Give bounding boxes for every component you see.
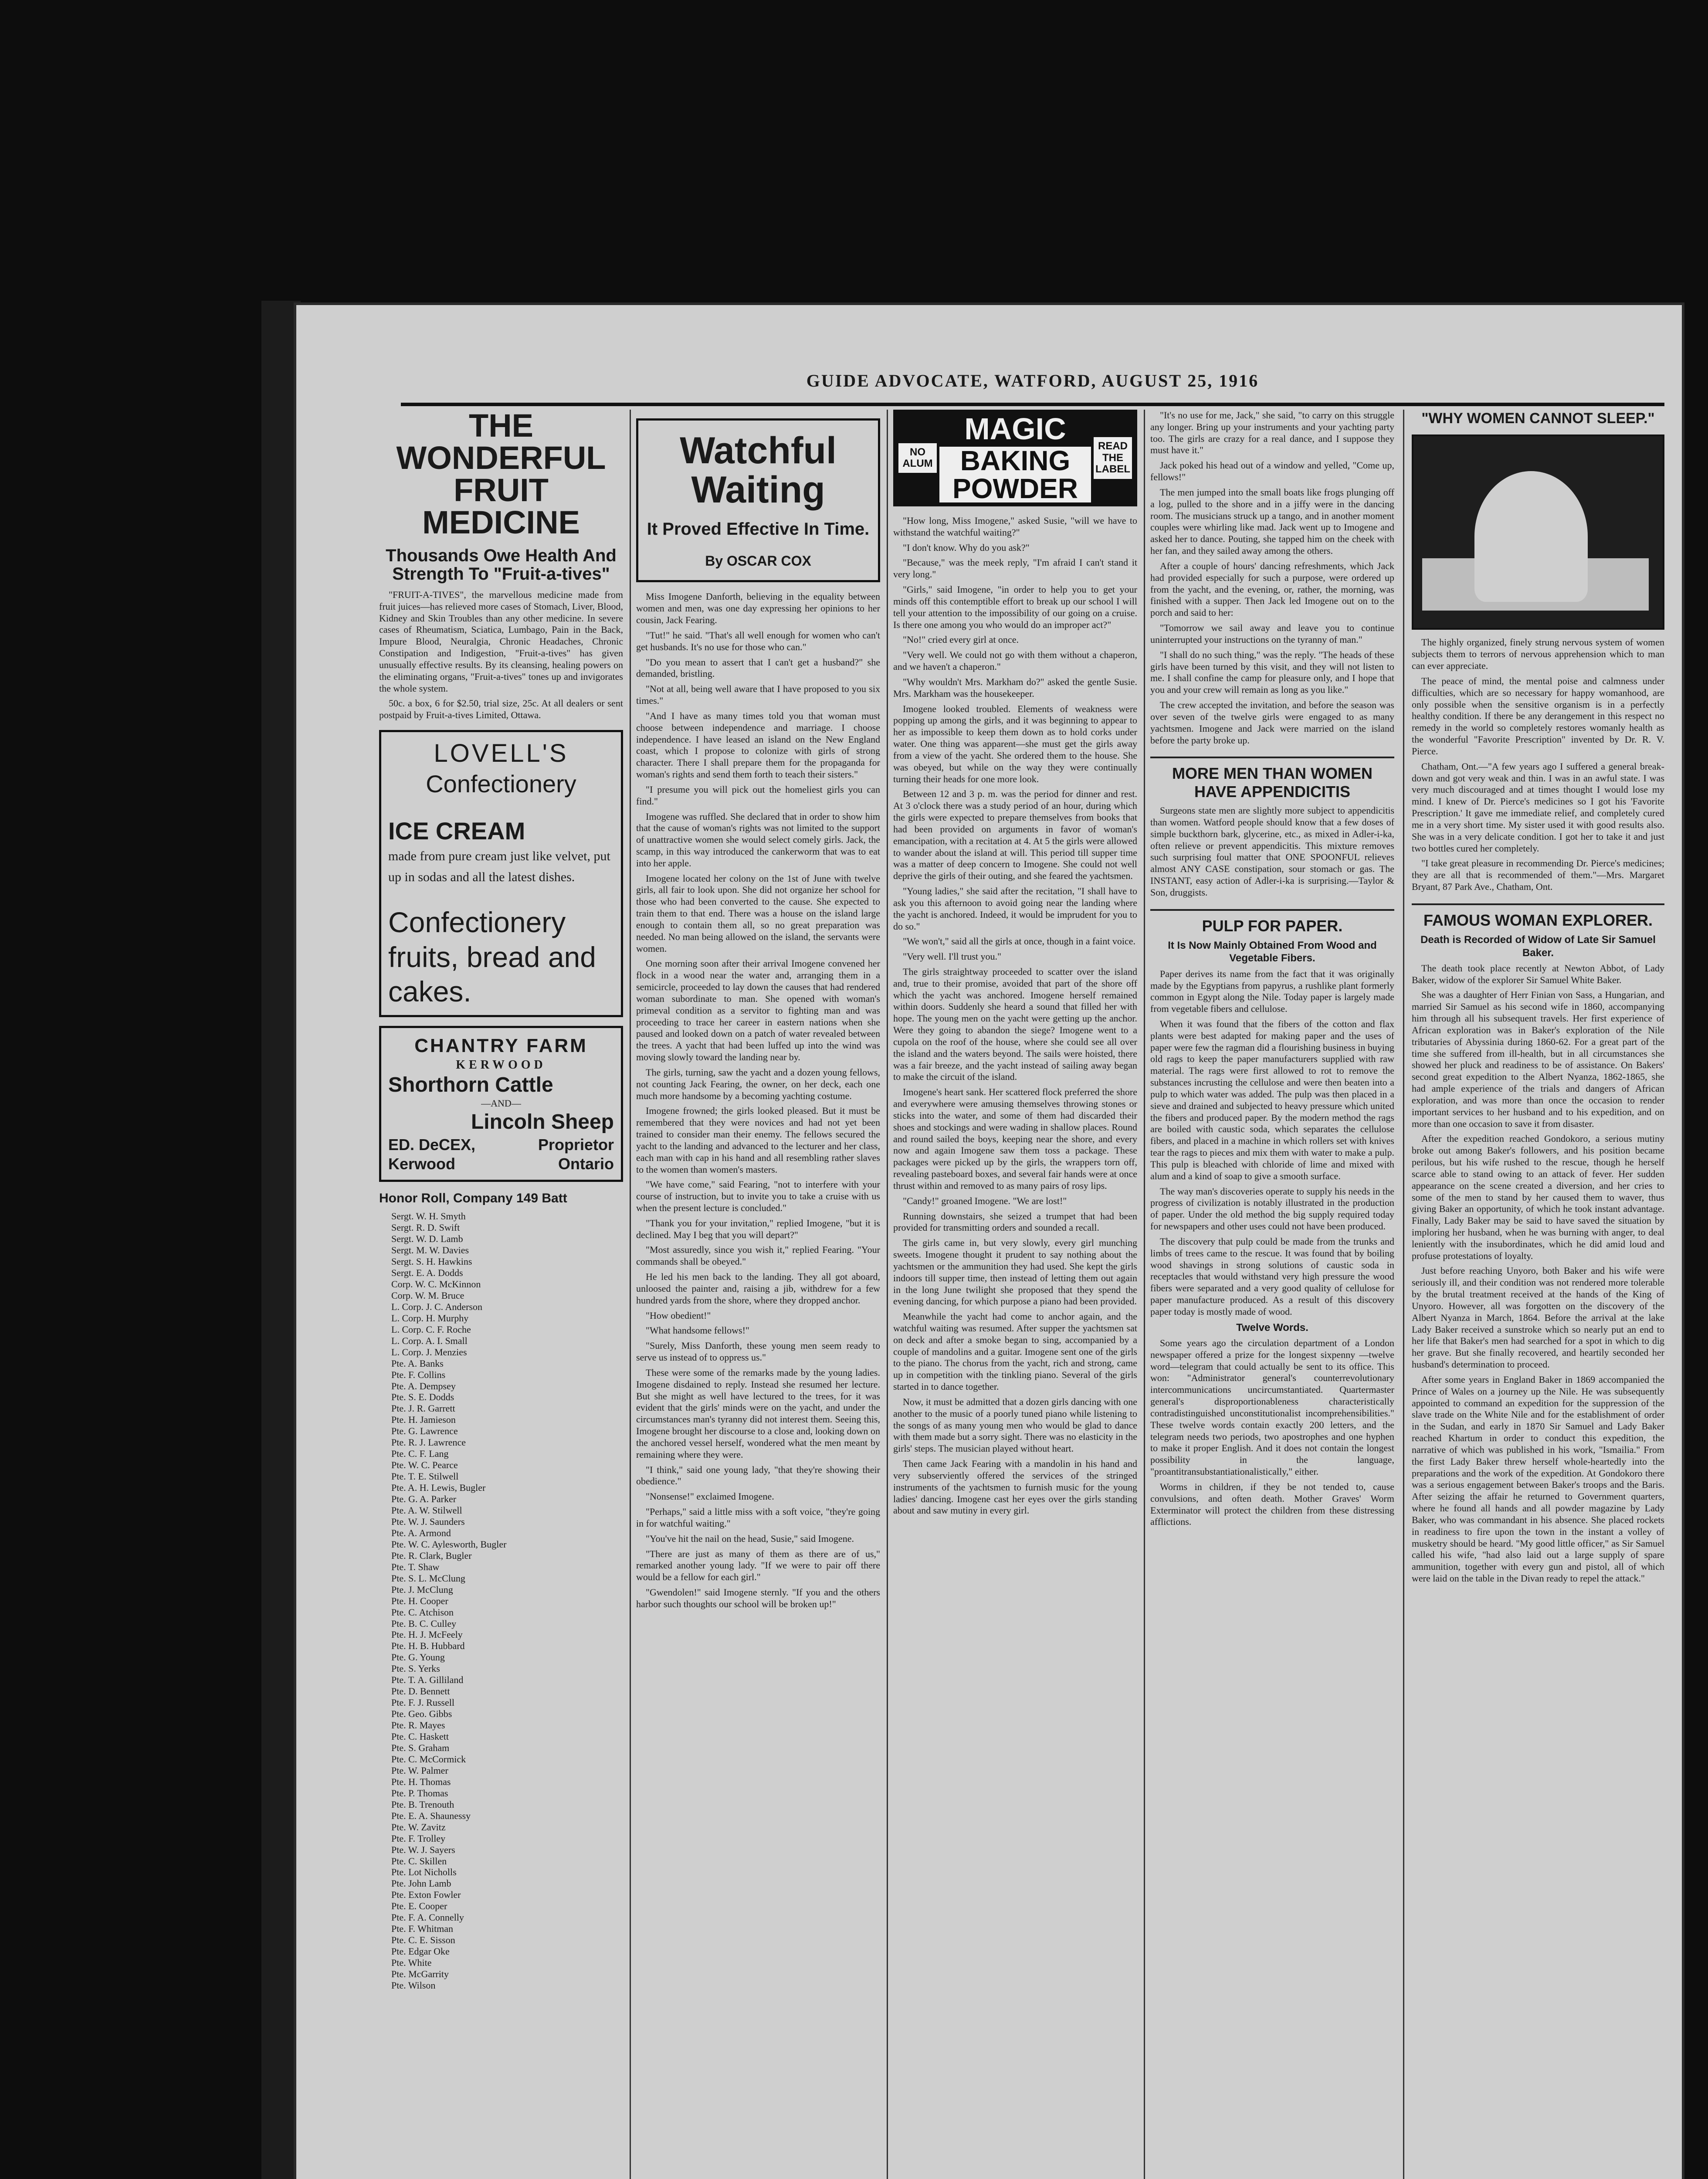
honor-roll-name: L. Corp. H. Murphy [391,1312,469,1324]
lovell-title: LOVELL'S [434,739,569,768]
story-paragraph: "Candy!" groaned Imogene. "We are lost!" [903,1195,1067,1206]
story-paragraph: "I shall do no such thing," was the reply. "The heads of these girls have been turned by this visit, and they will not listen to me. I shall confine the camp for pleasure only, and I hope that you and your crew will remain as long as you like." [1150,649,1394,696]
honor-roll-name: Pte. R. J. Lawrence [391,1437,466,1448]
explorer-paragraph: The death took place recently at Newton Abbot, of Lady Baker, widow of the explorer Sir Samuel White Baker. [1412,962,1664,985]
twelve-words-body: Some years ago the circulation department of a London newspaper offered a prize for the longest sixpenny —twelve word—telegram that could actually be sent to its office. This won: "Administrator general's counterrevolutionary intercommunications uncircumstantiated. Quartermaster general's disproportionableness characteristically contradistinguished unconstitutionalist incomprehensibilities." These twelve words contain exactly 200 letters, and the telegram needs two periods, two apostrophes and one hyphen to make it proper English. And it does not contain the longest possibility in the language, "proantitransubstantiationalistically," either. [1150,1337,1394,1477]
honor-roll-name: Pte. F. J. Russell [391,1697,454,1708]
pulp-headline: PULP FOR PAPER. [1150,909,1394,935]
story-paragraph: The girls came in, but very slowly, every girl munching sweets. Imogene thought it prudent to say nothing about the yachtsmen or the ammunition they had used. She kept the girls indoors till supper time, then instead of letting them out again in the long June twilight she proposed that they spend the evening dancing, for which purpose a piano had been provided. [893,1237,1137,1307]
worms-notice: Worms in children, if they be not tended to, cause convulsions, and often death. Mother Graves' Worm Exterminator will protect the children from these distressing afflictions. [1150,1481,1394,1527]
honor-roll-name: Pte. C. Haskett [391,1731,449,1742]
honor-roll-name: Pte. H. B. Hubbard [391,1640,465,1652]
honor-roll-name: Pte. Lot Nicholls [391,1867,457,1878]
story-paragraph: "Young ladies," she said after the recitation, "I shall have to ask you this afternoon to avoid going near the landing where the yacht is anchored. Indeed, it would be imprudent for you to do so." [893,886,1137,932]
honor-roll-name: Sergt. E. A. Dodds [391,1267,463,1278]
newspaper-page [296,305,1682,2179]
explorer-paragraph: After some years in England Baker in 1869 accompanied the Prince of Wales on a journey up the Nile. He was subsequently appointed to command an expedition for the suppression of the slave trade on the White Nile and for the establishment of order in the Sudan, and early in 1870 Sir Samuel and Lady Baker reached Khartum in order to conduct this expedition, the narrative of which was published in his work, "Ismailia." From the first Lady Baker threw herself whole-heartedly into the preparations and the work of the expedition. At Gondokoro there was a serious engagement between Baker's troops and the Baris. After seizing the affair he returned to Government quarters, where he found all hands and all powder magazine by Lady Baker, who was commandant in his absence. She placed rockets in readiness to fire upon the town in the instant a volley of musketry should be heard. "My good little officer," as Sir Samuel called his wife, "had also laid out a large supply of spare ammunition, together with every gun and pistol, all of which were laid on the table in the Divan ready to repel the attack." [1412,1374,1664,1584]
fruit-headline: THE WONDERFUL FRUIT MEDICINE [396,410,606,540]
story-paragraph: "Tut!" he said. "That's all well enough for women who can't get husbands. It's no use for those who can." [636,629,880,652]
honor-roll-name: Pte. H. Jamieson [391,1414,456,1426]
story-paragraph: "I think," said one young lady, "that they're showing their obedience." [636,1464,880,1487]
chantry-farm-ad [379,1026,623,1182]
ad-paragraph: "I take great pleasure in recommending Dr. Pierce's medicines; they are all that is recommended of them."—Mrs. Margaret Bryant, 87 Park Ave., Chatham, Ont. [1412,858,1664,893]
fruit-price: 50c. a box, 6 for $2.50, trial size, 25c. At all dealers or sent postpaid by Fruit-a-tives Limited, Ottawa. [379,698,623,721]
watchful-story-continued [893,515,1137,1517]
honor-roll-name: Pte. B. Trenouth [391,1799,454,1810]
honor-roll-name: Pte. A. Dempsey [391,1380,456,1392]
honor-roll-name: L. Corp. J. Menzies [391,1346,467,1358]
story-paragraph: He led his men back to the landing. They all got aboard, unloosed the painter and, raising a jib, withdrew for a few hundred yards from the shore, where they dropped anchor. [636,1271,880,1306]
honor-roll-name: Pte. C. E. Sisson [391,1935,455,1946]
story-paragraph: "Gwendolen!" said Imogene sternly. "If you and the others harbor such thoughts our school will be broken up!" [636,1587,880,1609]
honor-roll-name: Pte. R. Mayes [391,1720,445,1731]
sleepless-woman-illustration [1412,434,1664,630]
honor-roll-name: Pte. G. Lawrence [391,1426,458,1437]
story-paragraph: "We won't," said all the girls at once, though in a faint voice. [903,936,1135,947]
column-rule [1403,410,1404,2179]
explorer-article [1412,963,1664,1585]
honor-roll-name: Pte. H. J. McFeely [391,1629,463,1640]
honor-roll-name: Pte. G. Young [391,1652,445,1663]
honor-roll-name: L. Corp. J. C. Anderson [391,1301,482,1312]
magic-brand [939,414,1091,502]
honor-roll-name: Pte. A. Armond [391,1527,451,1538]
story-paragraph: "I don't know. Why do you ask?" [903,542,1030,553]
story-paragraph: The crew accepted the invitation, and before the season was over seven of the twelve girls were engaged to as many yachtsmen. Imogene and Jack were married on the island before the party broke up. [1150,699,1394,746]
honor-roll-name: Pte. J. McClung [391,1584,453,1595]
story-paragraph: "It's no use for me, Jack," she said, "to carry on this struggle any longer. Bring up your instruments and your yachting party too. The girls are crazy for a real dance, and I suppose they must have it." [1150,410,1394,456]
column-2 [636,410,880,2179]
story-paragraph: "How long, Miss Imogene," asked Susie, "will we have to withstand the watchful waiting?" [893,515,1137,538]
honor-roll-name: Pte. C. F. Lang [391,1448,449,1459]
pulp-subhead: It Is Now Mainly Obtained From Wood and Vegetable Fibers. [1168,940,1377,964]
honor-roll-name: Pte. S. E. Dodds [391,1392,454,1403]
explorer-subhead: Death is Recorded of Widow of Late Sir Samuel Baker. [1420,934,1656,959]
why-women-headline: "WHY WOMEN CANNOT SLEEP." [1421,410,1655,427]
story-paragraph: "No!" cried every girl at once. [903,634,1019,645]
story-paragraph: Imogene was ruffled. She declared that in order to show him that the cause of woman's rights was not limited to the support of unattractive women she would select comely girls. Jack, the scamp, in this way introduced the cankerworm that was to eat into her apple. [636,811,880,869]
honor-roll-name: Pte. D. Bennett [391,1686,450,1697]
honor-roll-name: Pte. T. Shaw [391,1561,440,1572]
honor-roll-name: Corp. W. M. Bruce [391,1290,464,1301]
appendicitis-headline: MORE MEN THAN WOMEN HAVE APPENDICITIS [1150,757,1394,801]
story-paragraph: The men jumped into the small boats like frogs plunging off a log, pulled to the shore and in a jiffy were in the dancing room. The musicians struck up a tango, and in another moment couples were whirling like mad. Jack went up to Imogene and asked her to dance. Pouting, she tapped him on the cheek with her fan, and they sailed away among the others. [1150,486,1394,557]
honor-roll-name: Pte. S. L. McClung [391,1572,465,1584]
story-paragraph: "And I have as many times told you that woman must choose between independence and marriage. I choose independence. I have leased an island on the New England coast, which I propose to colonize with girls of strong character. There I shall prepare them for the propaganda for woman's rights and send them forth to teach their sisters." [636,710,880,780]
honor-roll-name: L. Corp. A. I. Small [391,1335,468,1346]
story-paragraph: "Thank you for your invitation," replied Imogene, "but it is declined. May I beg that you will depart?" [636,1217,880,1240]
story-paragraph: Running downstairs, she seized a trumpet that had been provided for transmitting orders and sounded a recall. [893,1210,1137,1233]
ad-paragraph: The highly organized, finely strung nervous system of women subjects them to terrors of nervous apprehension which to man can ever appreciate. [1412,637,1664,672]
story-paragraph: Jack poked his head out of a window and yelled, "Come up, fellows!" [1150,460,1394,483]
honor-roll-name: Pte. S. Yerks [391,1663,440,1674]
story-paragraph: The girls straightway proceeded to scatter over the island and, true to their promise, avoided that part of the shore off which the yacht was anchored. Imogene herself remained within doors. Suddenly she heard a sound that filled her with hope. The young men on the yacht were getting up the anchor. Were they going to abandon the siege? Imogene went to a cupola on the roof of the house, where she could see all over the island and the waters beyond. The sails were hoisted, there was a fair breeze, and the yacht instead of sailing away began to make the circuit of the island. [893,966,1137,1083]
honor-roll-name: Pte. Geo. Gibbs [391,1708,452,1720]
story-paragraph: "What handsome fellows!" [646,1325,749,1336]
magic-line2: BAKING POWDER [939,447,1091,502]
honor-roll-name: Pte. A. W. Stilwell [391,1504,462,1516]
honor-roll-name: Pte. F. Collins [391,1369,446,1380]
story-paragraph: "Not at all, being well aware that I have proposed to you six times." [636,683,880,706]
pulp-paragraph: Paper derives its name from the fact that it was originally made by the Egyptians from papyrus, a rushlike plant formerly common in Egypt along the Nile. Today paper is largely made from vegetable fibers and cellulose. [1150,968,1394,1015]
story-paragraph: "You've hit the nail on the head, Susie," said Imogene. [646,1533,854,1544]
honor-roll-name: Pte. E. Cooper [391,1901,447,1912]
lovell-subtitle: Confectionery [426,770,576,798]
story-paragraph: "Surely, Miss Danforth, these young men seem ready to serve us instead of to oppress us." [636,1340,880,1363]
fruit-body: "FRUIT-A-TIVES", the marvellous medicine made from fruit juices—has relieved more cases of Stomach, Liver, Blood, Kidney and Skin Troubles than any other medicine. In severe cases of Rheumatism, Sciatica, Lumbago, Pain in the Back, Impure Blood, Neuralgia, Chronic Headaches, Chronic Constipation and Indigestion, "Fruit-a-tives" has given unusually effective results. By its cleansing, healing powers on the eliminating organs, "Fruit-a-tives" tones up and invigorates the whole system. [379,589,623,694]
watchful-headline: Watchful Waiting [680,430,837,511]
story-paragraph: "Very well. We could not go with them without a chaperon, and we haven't a chaperon." [893,649,1137,672]
honor-roll-name: Pte. F. Trolley [391,1833,446,1844]
chantry-town: Kerwood [388,1154,456,1173]
honor-roll-name: Sergt. M. W. Davies [391,1245,469,1256]
lovell-tagline: Confectionery fruits, bread and cakes. [388,906,596,1008]
watchful-dek: It Proved Effective In Time. [647,519,870,539]
honor-roll-name: Pte. B. C. Culley [391,1618,457,1629]
honor-roll-name: Pte. W. C. Pearce [391,1459,458,1471]
story-paragraph: Then came Jack Fearing with a mandolin in his hand and very subserviently offered the services of the stringed instruments of the yachtsmen to furnish music for the young ladies' dancing. Imogene cast her eyes over the girls standing about and saw mutiny in every girl. [893,1458,1137,1516]
ice-cream-text: made from pure cream just like velvet, put up in sodas and all the latest dishes. [388,849,610,885]
honor-roll-name: Sergt. W. D. Lamb [391,1233,463,1245]
explorer-headline: FAMOUS WOMAN EXPLORER. [1412,903,1664,929]
chantry-province: Ontario [558,1154,614,1173]
story-paragraph: One morning soon after their arrival Imogene convened her flock in a wood near the water and, arranging them in a semicircle, proceeded to lay down the causes that had rendered woman subordinate to man. She opened with woman's primeval condition as a servitor to fighting man and was proceeding to trace her career in eastern nations when she paused and looked down on a patch of water revealed between the trees. A yacht that had been luffed up into the wind was moving slowly toward the landing near by. [636,958,880,1063]
pierce-ad-text [1412,637,1664,893]
chantry-line2: Lincoln Sheep [471,1110,614,1134]
fruit-subhead: Thousands Owe Health And Strength To "Fruit-a-tives" [386,546,617,584]
honor-roll-name: Pte. C. Atchison [391,1606,454,1618]
honor-roll-name: Sergt. R. D. Swift [391,1222,460,1233]
magic-no-alum: NO ALUM [898,443,937,473]
story-paragraph: "Why wouldn't Mrs. Markham do?" asked the gentle Susie. Mrs. Markham was the housekeeper. [893,676,1137,699]
honor-roll-name: Sergt. S. H. Hawkins [391,1256,472,1267]
column-rule [887,410,888,2179]
honor-roll-name: Pte. Edgar Oke [391,1946,450,1957]
honor-roll-name: Pte. W. J. Sayers [391,1844,455,1855]
chantry-proprietor-row [388,1135,614,1154]
story-paragraph: "Do you mean to assert that I can't get a husband?" she demanded, bristling. [636,656,880,679]
ad-paragraph: Chatham, Ont.—"A few years ago I suffered a general break-down and got very weak and thin. I was in an awful state. I was very much discouraged and at times thought I would lose my mind. I knew of Dr. Pierce's medicines so I got his 'Favorite Prescription.' It gave me immediate relief, and completely cured me in a very short time. My sister used it with good results also. She was in a very delicate condition. I got her to take it and just two bottles cured her completely. [1412,760,1664,854]
chantry-line1: Shorthorn Cattle [388,1073,553,1096]
ice-cream-heading: ICE CREAM [388,817,525,845]
chantry-prop-name: ED. DeCEX, [388,1135,476,1154]
chantry-place: KERWOOD [456,1058,546,1072]
chantry-title: CHANTRY FARM [414,1035,588,1057]
column-5 [1412,410,1664,2179]
pulp-paragraph: When it was found that the fibers of the cotton and flax plants were best adapted for making paper and the uses of paper were few the ragman did a flourishing business in buying old rags to keep the paper manufacturers supplied with raw material. The rags were first allowed to rot to remove the substances incrusting the cellulose and were then beaten into a pulp to which water was added. The pulp was then placed in a sieve and drained and subjected to heavy pressure which united the fibers and produced paper. By the modern method the rags are boiled with caustic soda, which separates the cellulose fibers, and placed in a machine in which rollers set with knives tear the rags to pieces and mix them with water to make a pulp. This pulp is bleached with chloride of lime and mixed with alum and a kind of soap to give a smooth surface. [1150,1018,1394,1181]
chantry-prop-title: Proprietor [538,1135,614,1154]
honor-roll-name: Pte. C. McCormick [391,1753,466,1765]
honor-roll-name: Pte. T. E. Stilwell [391,1471,459,1482]
honor-roll-name: Sergt. W. H. Smyth [391,1211,466,1222]
story-paragraph: Imogene frowned; the girls looked pleased. But it must be remembered that they were novices and had not yet been trained to consider man their enemy. The fellows secured the yacht to the landing and advanced to the lecturer and her class, each man with cap in his hand and all resembling rather slaves to the women than women's masters. [636,1105,880,1175]
story-paragraph: "Tomorrow we sail away and leave you to continue uninterrupted your instructions on the tyranny of man." [1150,622,1394,645]
honor-roll-name: Pte. A. Banks [391,1358,444,1369]
watchful-story [636,591,880,1610]
story-paragraph: Now, it must be admitted that a dozen girls dancing with one another to the music of a poorly tuned piano while listening to the songs of as many young men who would be glad to dance with them made but a sorry sight. There was no elasticity in the girls' steps. The musician played without heart. [893,1396,1137,1454]
watchful-byline: By OSCAR COX [705,553,811,569]
honor-roll-name: Pte. McGarrity [391,1969,449,1980]
lovell-ad [379,730,623,1017]
honor-roll-name: Pte. Wilson [391,1980,436,1991]
story-paragraph: "How obedient!" [646,1310,711,1321]
honor-roll-name: Pte. Exton Fowler [391,1889,461,1901]
honor-roll-name: Pte. R. Clark, Bugler [391,1550,472,1561]
story-paragraph: The girls, turning, saw the yacht and a dozen young fellows, not counting Jack Fearing, the owner, on her deck, each one much more handsome by a becoming yachting costume. [636,1066,880,1101]
story-paragraph: Meanwhile the yacht had come to anchor again, and the watchful waiting was resumed. After supper the yachtsmen sat on deck and after a smoke began to sing, accompanied by a couple of mandolins and a guitar. Imogene sent one of the girls to the piano. The chorus from the yacht, rich and strong, came up in competition with the tinkling piano. Several of the girls started in to dance together. [893,1311,1137,1392]
honor-roll-name: Pte. W. Palmer [391,1765,448,1776]
column-rule [1144,410,1145,2179]
explorer-paragraph: She was a daughter of Herr Finian von Sass, a Hungarian, and married Sir Samuel as his second wife in 1860, accompanying him through all his subsequent travels. Her first experience of African exploration was in Baker's exploration of the Nile tributaries of Abyssinia during 1860-62. For a great part of the time she suffered from ill-health, but in all circumstances she showed her pluck and readiness to be of assistance. On Bakers' second great expedition to the Albert Nyanza, 1862-1865, she had ample experience of the trials and dangers of African exploration, and was more than once the occasion to render important services to her husband and to his expedition, and on more than one occasion to save it from disaster. [1412,989,1664,1129]
story-paragraph: "Perhaps," said a little miss with a soft voice, "they're going in for watchful waiting." [636,1506,880,1529]
story-paragraph: "Girls," said Imogene, "in order to help you to get your minds off this contemptible effort to break up our school I will tell your attention to the impossibility of our going on a cruise. Is there one among you who would do an improper act?" [893,584,1137,630]
explorer-paragraph: Just before reaching Unyoro, both Baker and his wife were seriously ill, and their condition was not rendered more tolerable by the brutal treatment received at the hands of the King of Unyoro. However, all was forgotten on the discovery of the Albert Nyanza in March, 1864. Before the arrival at the lake Lady Baker received a sunstroke which so nearly put an end to her life that Baker's men had searched for a spot in which to dig her grave. But she finally recovered, and heartily seconded her husband's determination to proceed. [1412,1265,1664,1370]
appendicitis-body: Surgeons state men are slightly more subject to appendicitis than women. Watford people should know that a few doses of simple buckthorn bark, glycerine, etc., as mixed in Adler-i-ka, often relieve or prevent appendicitis. This mixture removes such surprising foul matter that ONE SPOONFUL relieves almost ANY CASE constipation, sour stomach or gas. The INSTANT, easy action of Adler-i-ka is surprising.—Taylor & Son, druggists. [1150,805,1394,898]
story-paragraph: Miss Imogene Danforth, believing in the equality between women and men, was one day expressing her opinions to her cousin, Jack Fearing. [636,591,880,626]
honor-roll-name: L. Corp. C. F. Roche [391,1324,471,1335]
column-rule [630,410,631,2179]
watchful-header-box [636,418,880,582]
story-paragraph: These were some of the remarks made by the young ladies. Imogene disdained to reply. Instead she resumed her lecture. But she might as well have lectured to the trees, for it was evident that the girls' minds were on the yacht, and under the circumstances man's tyranny did not interest them. Seeing this, Imogene brought her discourse to a close and, looking down on the anchored vessel herself, wondered what the men meant by remaining where they were. [636,1367,880,1460]
column-3 [893,410,1137,2179]
story-paragraph: Imogene's heart sank. Her scattered flock preferred the shore and everywhere were amusing themselves throwing stones or sticks into the water, and some of them had discarded their shoes and stockings and were wading in shallow places. Round and round sailed the boys, keeping near the shore, and every now and again Imogene saw them toss a package. These packages were picked up by the girls, the wrappers torn off, revealing pasteboard boxes, and several fair hands were at once thrust within and removed to as many pairs of rosy lips. [893,1086,1137,1191]
honor-roll-name: Pte. C. Skillen [391,1855,447,1867]
honor-roll-name: Pte. J. R. Garrett [391,1403,455,1414]
honor-roll-name: Pte. W. C. Aylesworth, Bugler [391,1538,507,1550]
honor-roll-name: Pte. F. Whitman [391,1923,454,1935]
magic-baking-powder-ad [893,410,1137,506]
facing-page-edge [261,301,301,2179]
story-paragraph: "Very well. I'll trust you." [903,951,1002,962]
twelve-words-headline: Twelve Words. [1236,1321,1308,1334]
story-paragraph: "I presume you will pick out the homeliest girls you can find." [636,784,880,807]
honor-roll-name: Corp. W. C. McKinnon [391,1278,481,1290]
story-paragraph: Imogene located her colony on the 1st of June with twelve girls, all fair to look upon. She did not organize her school for those who had been converted to the cause. She expected to train them to that end. There was a house on the island large enough to contain them all, so no great preparation was needed. No man being allowed on the island, the servants were women. [636,872,880,954]
honor-roll-name: Pte. T. A. Gilliland [391,1674,464,1686]
column-4 [1150,410,1394,2179]
honor-roll-name: Pte. A. H. Lewis, Bugler [391,1482,486,1493]
honor-roll-name: Pte. E. A. Shaunessy [391,1810,471,1821]
honor-roll-title: Honor Roll, Company 149 Batt [379,1191,567,1205]
explorer-paragraph: After the expedition reached Gondokoro, a serious mutiny broke out among Baker's followers, and his position became perilous, but his wife rushed to the rescue, though he herself scarce able to stand owing to an attack of fever. Her sudden appearance on the scene created a diversion, and her cries to some of the men to stand by her caused them to waver, thus giving Baker an opportunity, of which he took instant advantage. Finally, Lady Baker may be said to have saved the situation by imploring her husband, when he was burning with anger, to deal leniently with the insubordinates, which he did amid loud and profuse protestations of loyalty. [1412,1133,1664,1261]
column-1 [379,410,623,2179]
magic-read-label: READ THE LABEL [1094,437,1132,479]
woman-figure [1474,471,1588,602]
story-paragraph: "Nonsense!" exclaimed Imogene. [646,1491,774,1502]
honor-roll-name: Pte. W. Zavitz [391,1821,446,1833]
honor-roll-name: Pte. S. Graham [391,1742,450,1753]
honor-roll-name: Pte. P. Thomas [391,1787,448,1799]
story-paragraph: "Because," was the meek reply, "I'm afraid I can't stand it very long." [893,557,1137,580]
honor-roll-name: Pte. John Lamb [391,1878,451,1889]
pulp-paragraph: The way man's discoveries operate to supply his needs in the progress of civilization is notably illustrated in the production of paper. Under the old method the big supply required today for newspapers and other uses could not have been produced. [1150,1185,1394,1232]
story-paragraph: Imogene looked troubled. Elements of weakness were popping up among the girls, and it was beginning to appear to her as impossible to keep them down as to hold corks under water. One thing was apparent—she must get the girls away from a view of the yacht. She ordered them to the house. She was obeyed, but while on the way they were continually turning their heads for one more look. [893,703,1137,784]
chantry-and: —AND— [481,1098,521,1109]
magic-line1: MAGIC [964,412,1066,446]
honor-roll-name: Pte. F. A. Connelly [391,1912,464,1923]
masthead: GUIDE ADVOCATE, WATFORD, AUGUST 25, 1916 [401,370,1664,406]
story-paragraph: Between 12 and 3 p. m. was the period for dinner and rest. At 3 o'clock there was a study period of an hour, during which the girls were expected to prepare themselves from books that had been provided on arguments in favor of woman's emancipation, with a recitation at 4. At 5 the girls were allowed to wander about the island at will. This period till supper time was a matter of deep concern to Imogene. She could not well deprive the girls of their outing, and she feared the yachtsmen. [893,788,1137,882]
pulp-paragraph: The discovery that pulp could be made from the trunks and limbs of trees came to the rescue. It was found that by boiling wood shavings in strong solutions of caustic soda in receptacles that would withstand very high pressure the wood fibers were separated and a very good quality of cellulose for paper manufacture produced. As a result of this discovery paper today is mostly made of wood. [1150,1235,1394,1317]
honor-roll-list [379,1211,623,1991]
chantry-location-row [388,1154,614,1174]
ad-paragraph: The peace of mind, the mental poise and calmness under difficulties, which are so necessary for happy womanhood, are only possible when the sensitive organism is in a perfectly healthy condition. If there be any derangement in this respect no remedy in the world so completely restores womanly health as the wonderful "Favorite Prescription" invented by Dr. R. V. Pierce. [1412,675,1664,757]
story-paragraph: After a couple of hours' dancing refreshments, which Jack had provided especially for such a purpose, were ordered up from the yacht, and the evening, or, rather, the morning, was finished with a supper. Then Jack led Imogene out on to the porch and said to her: [1150,560,1394,618]
honor-roll-name: Pte. G. A. Parker [391,1493,457,1505]
story-paragraph: "Most assuredly, since you wish it," replied Fearing. "Your commands shall be obeyed." [636,1244,880,1267]
story-paragraph: "There are just as many of them as there are of us," remarked another young lady. "If we were to pair off there would be a fellow for each girl." [636,1548,880,1583]
honor-roll-name: Pte. H. Cooper [391,1595,448,1606]
honor-roll-name: Pte. White [391,1957,432,1969]
honor-roll-name: Pte. W. J. Saunders [391,1516,465,1527]
pulp-article [1150,968,1394,1318]
watchful-story-end [1150,410,1394,746]
honor-roll-name: Pte. H. Thomas [391,1776,451,1787]
story-paragraph: "We have come," said Fearing, "not to interfere with your course of instruction, but to invite you to take a cruise with us when the present lecture is concluded." [636,1179,880,1213]
